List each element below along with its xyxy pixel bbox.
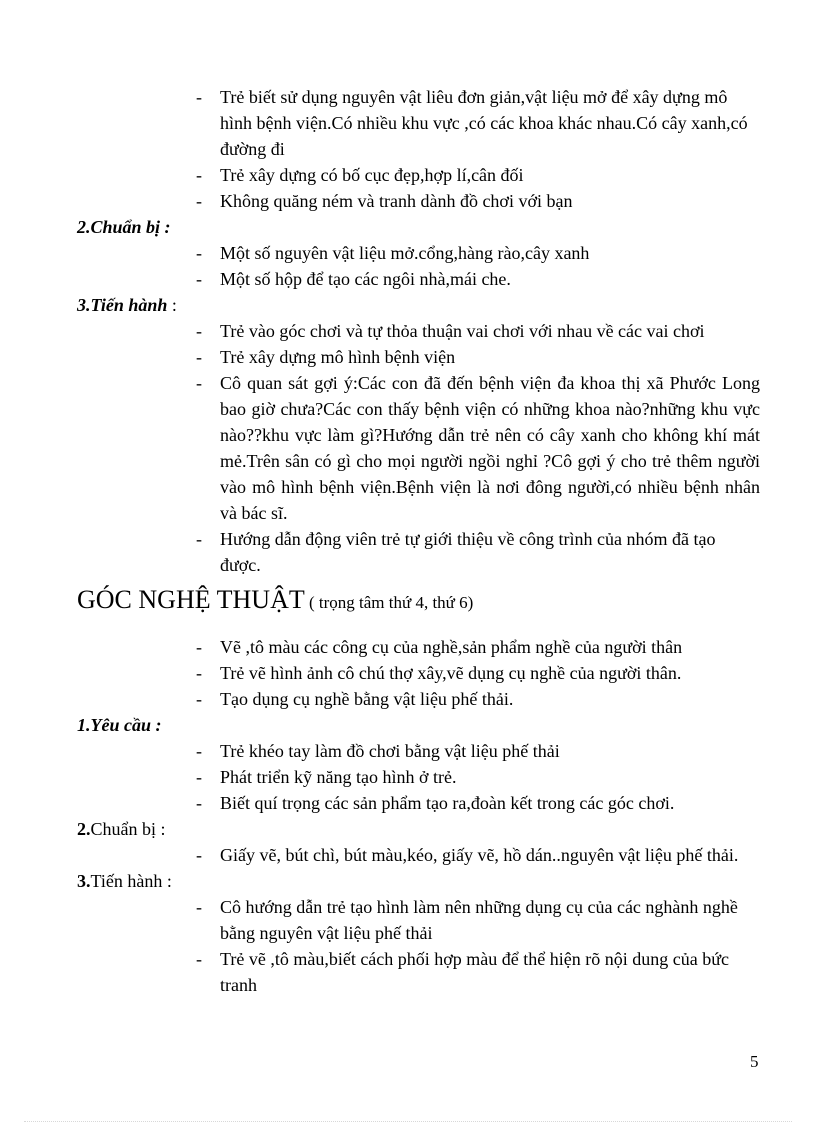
list-item: - Giấy vẽ, bút chì, bút màu,kéo, giấy vẽ, hồ dán..nguyên vật liệu phế thải. — [0, 842, 816, 868]
list-item: - Trẻ vẽ ,tô màu,biết cách phối hợp màu để thể hiện rõ nội dung của bức tranh — [0, 946, 816, 998]
bullet-dash: - — [196, 165, 202, 185]
art-subtitle: ( trọng tâm thứ 4, thứ 6) — [304, 593, 474, 612]
bullet-dash: - — [196, 373, 202, 393]
list-item: - Trẻ xây dựng có bố cục đẹp,hợp lí,cân đối — [0, 162, 816, 188]
list-item: - Biết quí trọng các sản phẩm tạo ra,đoàn kết trong các góc chơi. — [0, 790, 816, 816]
bullet-dash: - — [196, 741, 202, 761]
art-procedure-list — [0, 894, 816, 998]
goals-list — [0, 84, 816, 214]
list-item: - Trẻ vào góc chơi và tự thỏa thuận vai chơi với nhau về các vai chơi — [0, 318, 816, 344]
art-proc-label: Tiến hành : — [90, 871, 172, 891]
list-item: - Cô quan sát gợi ý:Các con đã đến bệnh viện đa khoa thị xã Phước Long bao giờ chưa?Các con thấy bệnh viện có những khoa nào?những khu vực nào??khu vực làm gì?Hướng dẫn trẻ nên có cây xanh cho không khí mát mẻ.Trên sân có gì cho mọi người ngồi nghỉ ?Cô gợi ý cho trẻ thêm người vào mô hình bệnh viện.Bệnh viện là nơi đông người,có nhiều bệnh nhân và bác sĩ. — [0, 370, 816, 526]
list-item: - Một số hộp để tạo các ngôi nhà,mái che. — [0, 266, 816, 292]
bullet-dash: - — [196, 529, 202, 549]
bullet-dash: - — [196, 347, 202, 367]
art-prep-label: Chuẩn bị : — [90, 819, 166, 839]
list-item: - Hướng dẫn động viên trẻ tự giới thiệu về công trình của nhóm đã tạo được. — [0, 526, 816, 578]
bullet-dash: - — [196, 637, 202, 657]
list-item: - Vẽ ,tô màu các công cụ của nghề,sản phẩm nghề của người thân — [0, 634, 816, 660]
bullet-dash: - — [196, 87, 202, 107]
procedure-heading — [0, 292, 816, 318]
art-list — [0, 634, 816, 712]
bullet-dash: - — [196, 793, 202, 813]
bullet-dash: - — [196, 243, 202, 263]
list-item: - Trẻ khéo tay làm đồ chơi bằng vật liệu phế thải — [0, 738, 816, 764]
bullet-dash: - — [196, 767, 202, 787]
prep-list — [0, 240, 816, 292]
art-proc-number: 3. — [77, 871, 91, 891]
art-title: GÓC NGHỆ THUẬT — [77, 585, 305, 614]
list-item: - Trẻ xây dựng mô hình bệnh viện — [0, 344, 816, 370]
bullet-dash: - — [196, 663, 202, 683]
page-bottom-divider — [24, 1121, 792, 1122]
procedure-heading-colon: : — [167, 295, 177, 315]
list-item: - Trẻ biết sử dụng nguyên vật liêu đơn giản,vật liệu mở để xây dựng mô hình bệnh viện.Có nhiều khu vực ,có các khoa khác nhau.Có cây xanh,có đường đi — [0, 84, 816, 162]
bullet-dash: - — [196, 191, 202, 211]
art-requirements-heading: 1.Yêu cầu : — [77, 715, 162, 735]
art-preparation-heading — [0, 816, 816, 842]
list-item: - Không quăng ném và tranh dành đồ chơi với bạn — [0, 188, 816, 214]
list-item: - Phát triển kỹ năng tạo hình ở trẻ. — [0, 764, 816, 790]
bullet-dash: - — [196, 689, 202, 709]
list-item: - Tạo dụng cụ nghề bằng vật liệu phế thải. — [0, 686, 816, 712]
bullet-dash: - — [196, 949, 202, 969]
bullet-dash: - — [196, 897, 202, 917]
art-preparation-list — [0, 842, 816, 868]
art-corner-title — [0, 582, 816, 622]
art-procedure-heading — [0, 868, 816, 894]
art-requirements-list — [0, 738, 816, 816]
procedure-list — [0, 318, 816, 578]
bullet-dash: - — [196, 845, 202, 865]
bullet-dash: - — [196, 269, 202, 289]
procedure-heading-label: 3.Tiến hành — [77, 295, 168, 315]
bullet-dash: - — [196, 321, 202, 341]
list-item: - Cô hướng dẫn trẻ tạo hình làm nên những dụng cụ của các nghành nghề bằng nguyên vật liệu phế thải — [0, 894, 816, 946]
list-item: - Một số nguyên vật liệu mở.cổng,hàng rào,cây xanh — [0, 240, 816, 266]
page-number: 5 — [750, 1052, 759, 1071]
prep-heading: 2.Chuẩn bị : — [77, 217, 171, 237]
art-prep-number: 2. — [77, 819, 91, 839]
list-item: - Trẻ vẽ hình ảnh cô chú thợ xây,vẽ dụng cụ nghề của người thân. — [0, 660, 816, 686]
